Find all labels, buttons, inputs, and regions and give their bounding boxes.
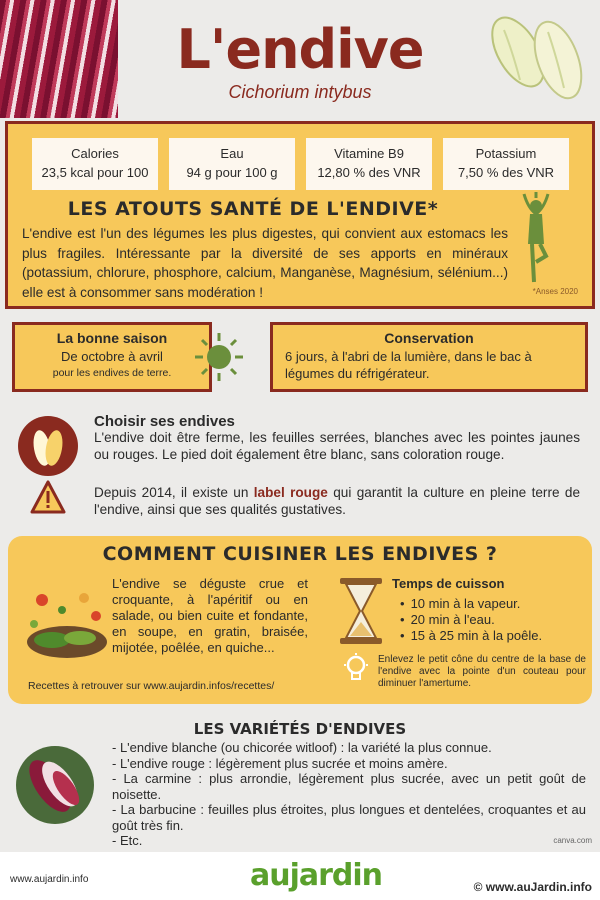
list-item: - La carmine : plus arrondie, légèrement plus sucrée, avec un petit goût de noisette. bbox=[112, 771, 586, 802]
warning-icon bbox=[30, 480, 66, 514]
salad-illustration bbox=[22, 580, 112, 670]
stat-calories bbox=[32, 138, 158, 190]
source-note: *Anses 2020 bbox=[532, 287, 578, 296]
choose-title: Choisir ses endives bbox=[94, 413, 235, 430]
stat-value: 23,5 kcal pour 100 bbox=[41, 165, 149, 180]
cooking-text: L'endive se déguste crue et croquante, à l'apéritif ou en salade, ou bien cuite et fondante, en soupe, en gratin, braisée, mijotée, poêlée, en quiche... bbox=[112, 576, 308, 655]
label-text-before: Depuis 2014, il existe un bbox=[94, 485, 254, 500]
season-panel bbox=[12, 322, 212, 392]
list-item: • 20 min à l'eau. bbox=[400, 612, 542, 628]
label-text-after: qui garantit la culture en pleine terre de l'endive, ainsi que ses qualités gustatives. bbox=[94, 485, 580, 517]
stat-vitamin-b9 bbox=[306, 138, 432, 190]
season-note: pour les endives de terre. bbox=[52, 367, 172, 379]
cooking-time-list bbox=[400, 596, 542, 644]
list-item: • 15 à 25 min à la poêle. bbox=[400, 628, 542, 644]
list-item: - L'endive rouge : légèrement plus sucrée et moins amère. bbox=[112, 755, 448, 771]
endive-photo bbox=[460, 0, 600, 118]
stat-potassium bbox=[443, 138, 569, 190]
cooking-tip: Enlevez le petit cône du centre de la base de l'endive avec la pointe d'un couteau pour diminuer l'amertume. bbox=[378, 654, 586, 689]
season-months: De octobre à avril bbox=[61, 349, 163, 364]
cooking-panel bbox=[8, 536, 592, 704]
conservation-text: 6 jours, à l'abri de la lumière, dans le bac à légumes du réfrigérateur. bbox=[285, 349, 532, 381]
cooking-title: COMMENT CUISINER LES ENDIVES ? bbox=[102, 543, 498, 565]
red-endive-photo bbox=[16, 746, 94, 824]
footer-url[interactable]: www.aujardin.info bbox=[10, 874, 89, 885]
stat-label: Eau bbox=[220, 146, 244, 161]
label-rouge-highlight: label rouge bbox=[253, 485, 328, 500]
health-text: L'endive est l'un des légumes les plus digestes, qui convient aux estomacs les plus fragiles. Intéressante par la diversité de ses apports en minéraux (potassium, chlorure, phosphore, calcium, Manganèse, Magnésium, sélénium...) elle est à consommer sans modération ! bbox=[22, 226, 508, 300]
list-item: - La barbucine : feuilles plus étroites, plus longues et dentelées, croquantes et au goût très fin. bbox=[112, 802, 586, 833]
health-title: LES ATOUTS SANTÉ DE L'ENDIVE* bbox=[67, 198, 439, 220]
sun-icon bbox=[194, 332, 244, 382]
red-endive-photo bbox=[0, 0, 118, 118]
aujardin-logo[interactable]: aujardin bbox=[250, 858, 383, 893]
stat-value: 12,80 % des VNR bbox=[317, 165, 421, 180]
stat-value: 7,50 % des VNR bbox=[457, 165, 555, 180]
stat-water bbox=[169, 138, 295, 190]
canva-credit: canva.com bbox=[553, 836, 592, 845]
conservation-panel bbox=[270, 322, 588, 392]
endive-leaves-icon bbox=[18, 416, 78, 476]
lightbulb-icon bbox=[342, 652, 370, 686]
stat-value: 94 g pour 100 g bbox=[186, 165, 278, 180]
footer-copyright: © www.auJardin.info bbox=[473, 880, 592, 894]
list-item: - Etc. bbox=[112, 833, 143, 848]
varieties-list bbox=[112, 740, 586, 849]
yoga-figure-icon bbox=[518, 192, 554, 284]
health-panel bbox=[5, 121, 595, 309]
stat-label: Potassium bbox=[475, 146, 537, 161]
recipes-link[interactable]: Recettes à retrouver sur www.aujardin.infos/recettes/ bbox=[28, 680, 275, 692]
choose-text: L'endive doit être ferme, les feuilles serrées, blanches avec les pointes jaunes ou rouges. Le pied doit également être blanc, sans coloration rouge. bbox=[94, 430, 580, 462]
label-rouge-text bbox=[94, 484, 580, 518]
season-title: La bonne saison bbox=[56, 330, 168, 346]
varieties-title: LES VARIÉTÉS D'ENDIVES bbox=[193, 720, 407, 738]
cooking-time-title: Temps de cuisson bbox=[392, 576, 505, 591]
stat-label: Calories bbox=[71, 146, 119, 161]
conservation-title: Conservation bbox=[384, 330, 474, 346]
page-title: L'endive bbox=[176, 18, 424, 81]
page-subtitle: Cichorium intybus bbox=[228, 82, 372, 102]
stat-label: Vitamine B9 bbox=[334, 146, 404, 161]
list-item: - L'endive blanche (ou chicorée witloof) : la variété la plus connue. bbox=[112, 740, 492, 755]
list-item: • 10 min à la vapeur. bbox=[400, 596, 542, 612]
footer bbox=[0, 852, 600, 900]
hourglass-icon bbox=[338, 576, 384, 646]
